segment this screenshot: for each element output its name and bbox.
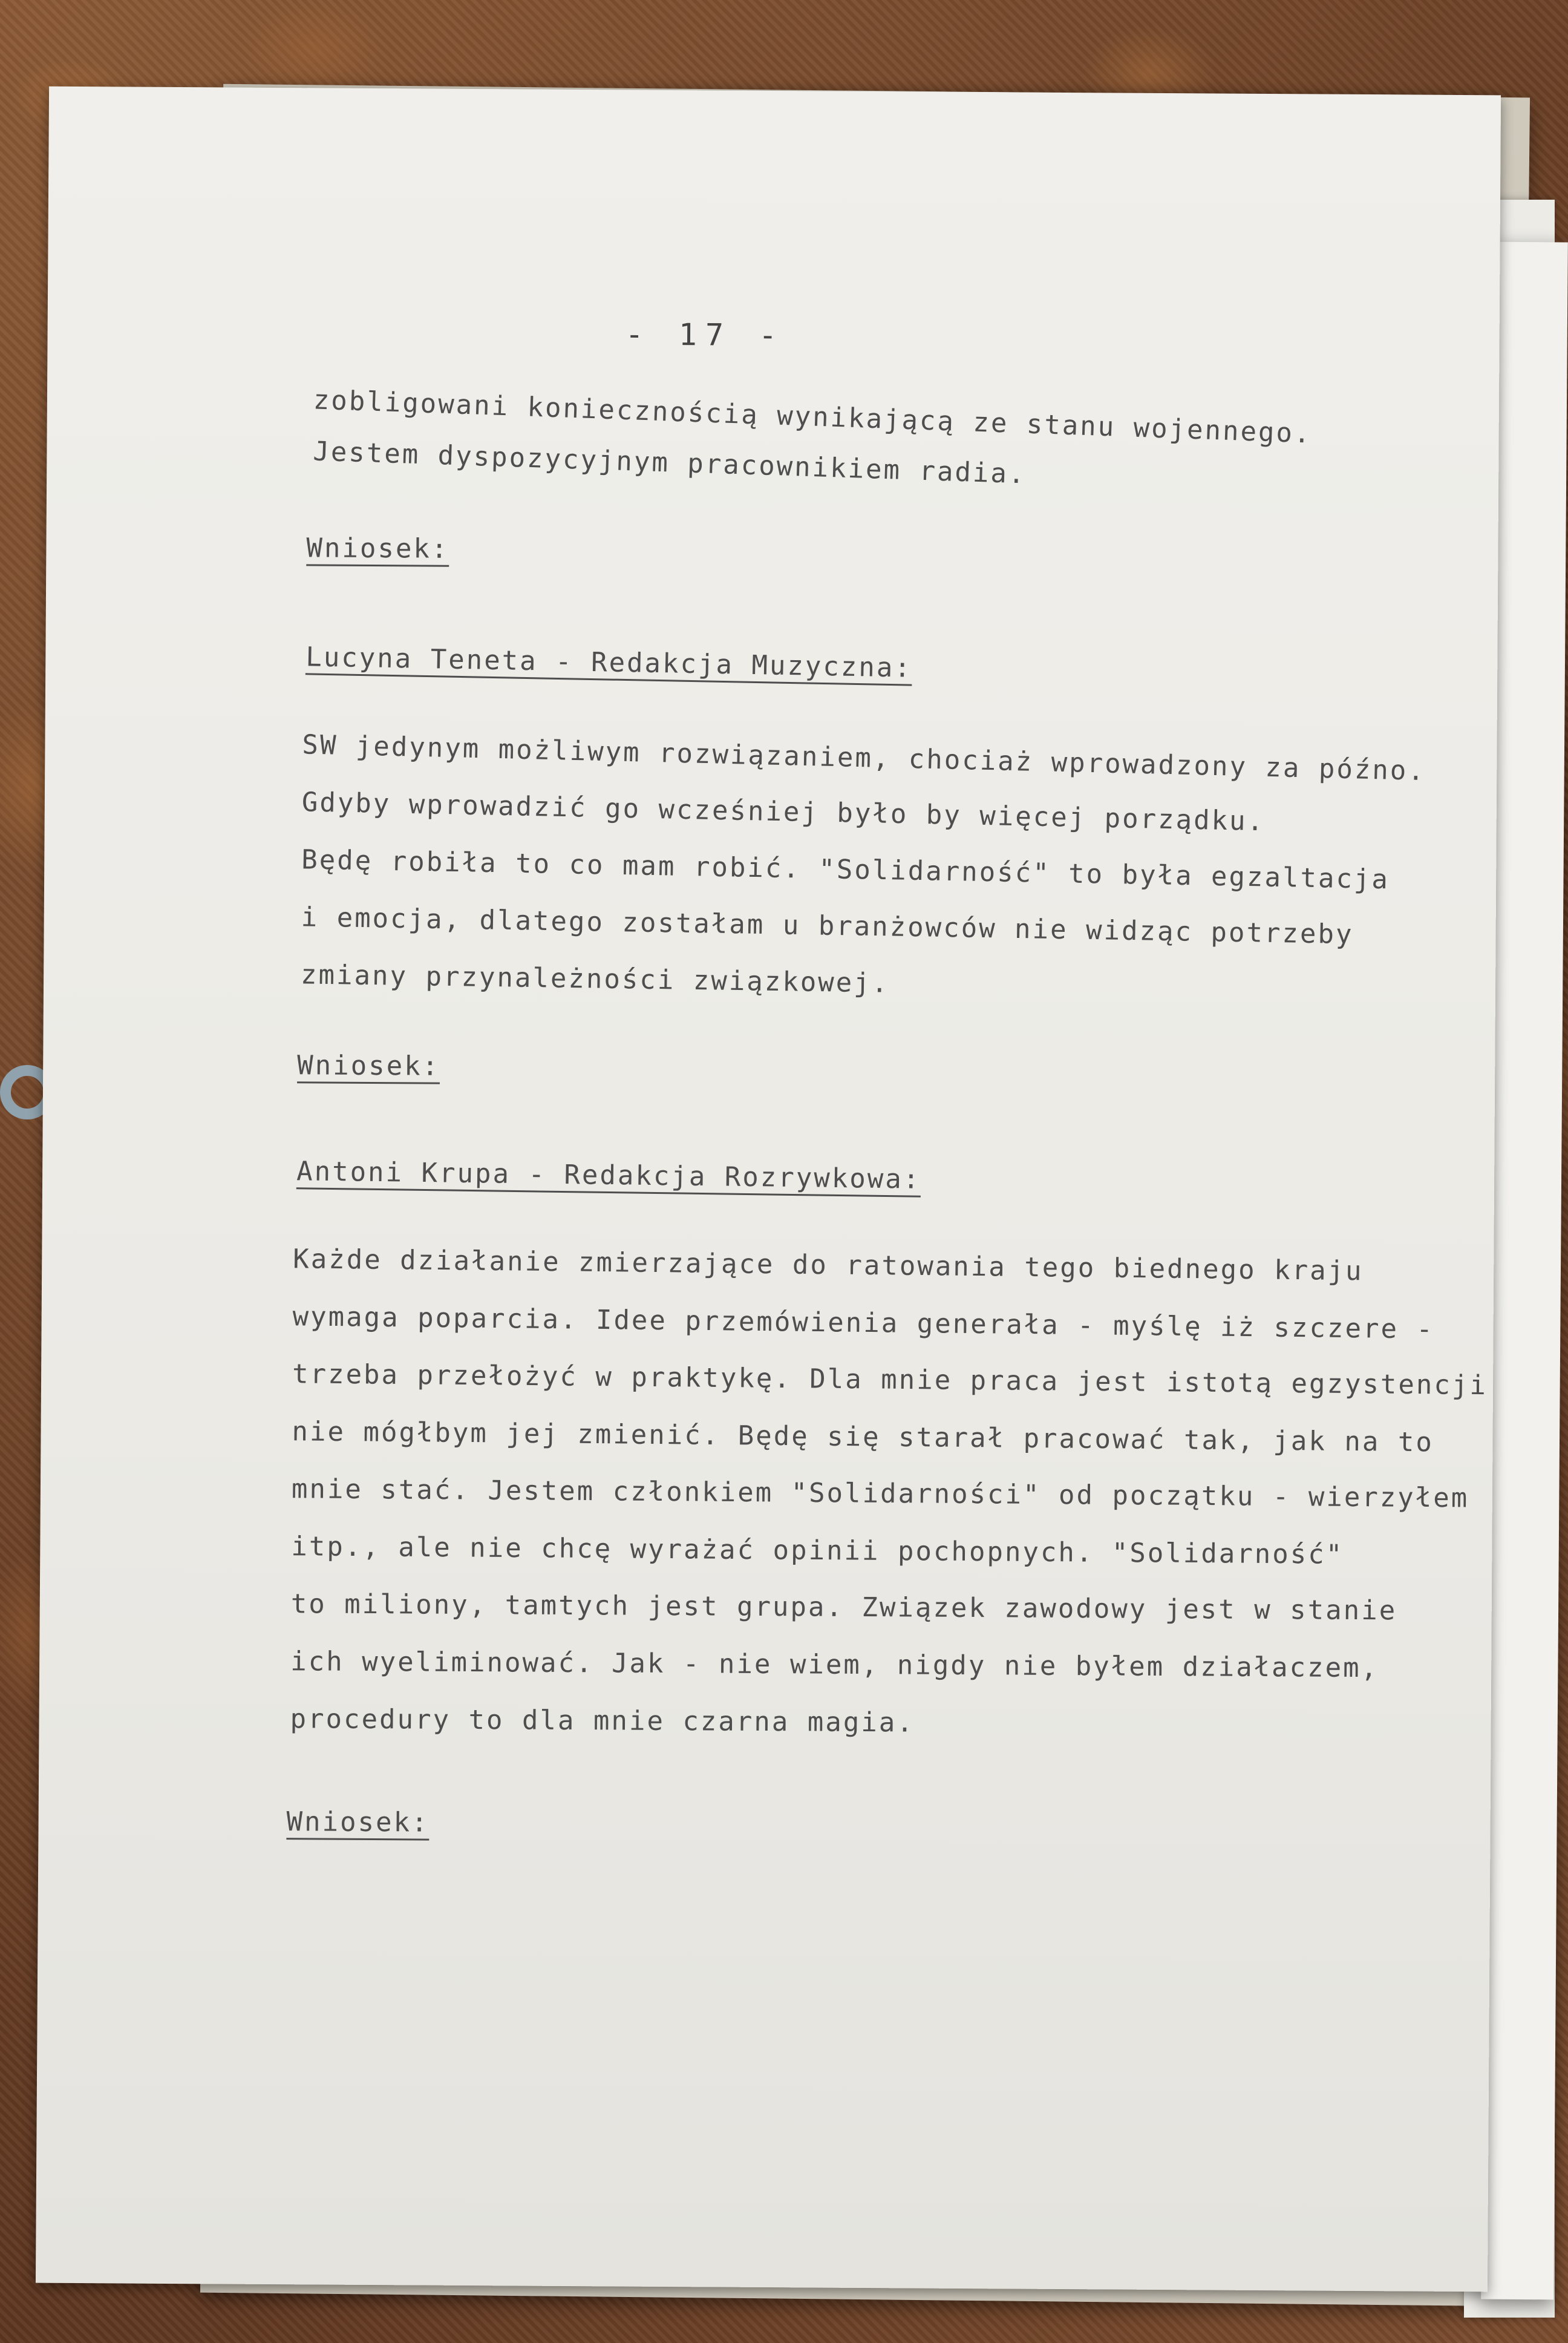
section-heading-speaker: Antoni Krupa - Redakcja Rozrywkowa: [296,1156,921,1195]
body-line: Będę robiła to co mam robić. "Solidarność" to była egzaltacja [301,844,1390,896]
body-line: to miliony, tamtych jest grupa. Związek zawodowy jest w stanie [290,1588,1397,1627]
body-line: mnie stać. Jestem członkiem "Solidarności" od początku - wierzyłem [291,1473,1469,1514]
body-line: procedury to dla mnie czarna magia. [290,1703,915,1738]
section-heading-wniosek: Wniosek: [297,1050,440,1082]
body-line: ich wyeliminować. Jak - nie wiem, nigdy nie byłem działaczem, [290,1646,1379,1684]
body-line: nie mógłbym jej zmienić. Będę się starał pracować tak, jak na to [292,1416,1434,1458]
body-line: itp., ale nie chcę wyrażać opinii pochopnych. "Solidarność" [291,1531,1344,1570]
body-line: trzeba przełożyć w praktykę. Dla mnie praca jest istotą egzystencji [292,1358,1488,1401]
body-line: zobligowani koniecznością wynikającą ze stanu wojennego. [313,384,1313,450]
section-heading-wniosek: Wniosek: [286,1806,430,1838]
body-line: i emocja, dlatego zostałam u branżowców nie widząc potrzeby [301,902,1354,951]
body-line: zmiany przynależności związkowej. [300,959,890,999]
page-number: - 17 - [625,316,786,353]
body-line: Jestem dyspozycyjnym pracownikiem radia. [312,436,1027,490]
body-line: Każde działanie zmierzające do ratowania tego biednego kraju [292,1244,1364,1287]
body-line: SW jedynym możliwym rozwiązaniem, chociaż wprowadzony za późno. [301,729,1426,787]
typed-page [36,87,1501,2292]
section-heading-wniosek: Wniosek: [306,532,449,565]
section-heading-speaker: Lucyna Teneta - Redakcja Muzyczna: [305,641,913,684]
body-line: Gdyby wprowadzić go wcześniej było by więcej porządku. [301,787,1266,837]
body-line: wymaga poparcia. Idee przemówienia generała - myślę iż szczere - [292,1301,1435,1345]
